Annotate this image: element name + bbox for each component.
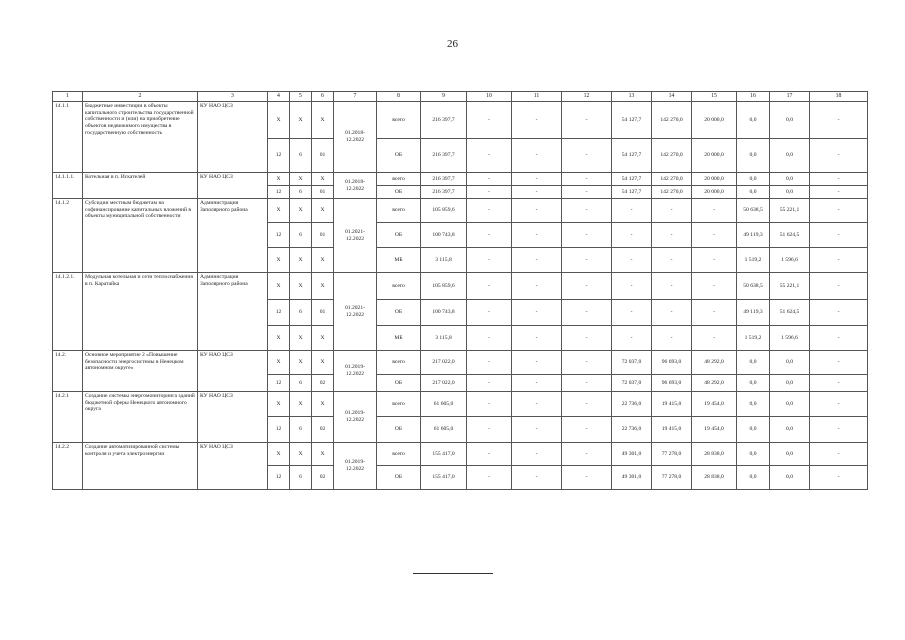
year-2022-cell: 0,0 [770, 375, 810, 392]
year-2020-cell: 48 292,0 [692, 351, 737, 375]
year-2017-cell: - [562, 443, 612, 466]
table-body [53, 92, 868, 490]
total-cell: 100 743,8 [421, 300, 467, 326]
item-number: 14.1.1 [53, 102, 83, 173]
year-2016-cell: - [512, 375, 562, 392]
column-header: 6 [312, 92, 334, 102]
code-cell: 12 [268, 223, 290, 248]
year-2021-cell: 0,0 [737, 375, 770, 392]
year-2019-cell: 142 270,0 [652, 173, 692, 186]
code-cell: Х [312, 392, 334, 417]
year-2015-cell: - [467, 248, 512, 273]
year-2020-cell: - [692, 223, 737, 248]
code-cell: Х [268, 392, 290, 417]
note-cell: - [810, 248, 868, 273]
year-2017-cell: - [562, 186, 612, 199]
item-name: Субсидии местным бюджетам на софинансирование капитальных вложений в объекты муниципальной собственности [83, 199, 198, 273]
item-name: Создание автоматизированной системы контроля и учета электроэнергии [83, 443, 198, 490]
year-2022-cell: 0,0 [770, 443, 810, 466]
total-cell: 61 605,0 [421, 417, 467, 443]
year-2017-cell: - [562, 102, 612, 139]
year-2015-cell: - [467, 273, 512, 300]
header-row [53, 92, 868, 102]
funding-source-cell: всего [377, 173, 421, 186]
year-2021-cell: 50 638,5 [737, 273, 770, 300]
code-cell: 6 [290, 466, 312, 490]
note-cell: - [810, 139, 868, 173]
total-cell: 217 022,0 [421, 351, 467, 375]
year-2018-cell: 22 736,0 [612, 392, 652, 417]
year-2015-cell: - [467, 417, 512, 443]
funding-source-cell: ОБ [377, 417, 421, 443]
year-2016-cell: - [512, 300, 562, 326]
total-cell: 3 115,8 [421, 248, 467, 273]
year-2016-cell: - [512, 443, 562, 466]
year-2021-cell: 0,0 [737, 186, 770, 199]
funding-source-cell: ОБ [377, 300, 421, 326]
year-2018-cell: 72 037,0 [612, 375, 652, 392]
column-header: 7 [334, 92, 377, 102]
year-2017-cell: - [562, 351, 612, 375]
year-2019-cell: 142 270,0 [652, 186, 692, 199]
total-cell: 217 022,0 [421, 375, 467, 392]
year-2017-cell: - [562, 223, 612, 248]
year-2021-cell: 1 519,2 [737, 326, 770, 351]
note-cell: - [810, 351, 868, 375]
year-2020-cell: - [692, 273, 737, 300]
year-2016-cell: - [512, 248, 562, 273]
item-number: 14.2.1 [53, 392, 83, 443]
total-cell: 155 417,0 [421, 443, 467, 466]
code-cell: 02 [312, 417, 334, 443]
note-cell: - [810, 300, 868, 326]
year-2022-cell: 0,0 [770, 173, 810, 186]
year-2020-cell: - [692, 326, 737, 351]
year-2021-cell: 0,0 [737, 102, 770, 139]
total-cell: 216 397,7 [421, 102, 467, 139]
period-cell: 01.2018-12.2022 [334, 102, 377, 173]
code-cell: Х [312, 443, 334, 466]
year-2020-cell: 20 000,0 [692, 173, 737, 186]
note-cell: - [810, 186, 868, 199]
period-cell: 01.2021-12.2022 [334, 273, 377, 351]
note-cell: - [810, 375, 868, 392]
year-2022-cell: 0,0 [770, 466, 810, 490]
year-2021-cell: 0,0 [737, 139, 770, 173]
item-name: Основное мероприятие 2 «Повышение безопасности энергосистемы в Ненецком автономном округе» [83, 351, 198, 392]
year-2021-cell: 49 119,3 [737, 300, 770, 326]
item-name: Модульная котельная и сети теплоснабжения в п. Каратайка [83, 273, 198, 351]
year-2020-cell: 19 454,0 [692, 392, 737, 417]
year-2015-cell: - [467, 186, 512, 199]
year-2016-cell: - [512, 139, 562, 173]
year-2016-cell: - [512, 223, 562, 248]
year-2020-cell: 28 838,0 [692, 466, 737, 490]
code-cell: Х [290, 102, 312, 139]
year-2015-cell: - [467, 351, 512, 375]
note-cell: - [810, 173, 868, 186]
table-row [53, 102, 868, 139]
year-2019-cell: - [652, 199, 692, 223]
item-number: 14.1.2.1. [53, 273, 83, 351]
code-cell: 12 [268, 186, 290, 199]
item-number: 14.2.2 [53, 443, 83, 490]
year-2018-cell: 49 301,0 [612, 443, 652, 466]
year-2015-cell: - [467, 326, 512, 351]
code-cell: 12 [268, 139, 290, 173]
code-cell: Х [312, 248, 334, 273]
funding-source-cell: всего [377, 443, 421, 466]
code-cell: Х [290, 173, 312, 186]
code-cell: Х [290, 248, 312, 273]
column-header: 5 [290, 92, 312, 102]
year-2015-cell: - [467, 375, 512, 392]
year-2022-cell: 0,0 [770, 392, 810, 417]
funding-source-cell: МБ [377, 326, 421, 351]
code-cell: Х [268, 443, 290, 466]
year-2022-cell: 0,0 [770, 139, 810, 173]
year-2020-cell: - [692, 199, 737, 223]
year-2018-cell: 72 037,0 [612, 351, 652, 375]
year-2017-cell: - [562, 417, 612, 443]
column-header: 9 [421, 92, 467, 102]
year-2020-cell: 48 292,0 [692, 375, 737, 392]
funding-source-cell: ОБ [377, 223, 421, 248]
table-row [53, 199, 868, 223]
total-cell: 216 397,7 [421, 173, 467, 186]
code-cell: Х [290, 273, 312, 300]
year-2019-cell: - [652, 273, 692, 300]
year-2016-cell: - [512, 326, 562, 351]
code-cell: 02 [312, 375, 334, 392]
year-2015-cell: - [467, 223, 512, 248]
item-name: Котельная в п. Искателей [83, 173, 198, 199]
year-2020-cell: 20 000,0 [692, 186, 737, 199]
column-header: 2 [83, 92, 198, 102]
column-header: 18 [810, 92, 868, 102]
code-cell: 6 [290, 223, 312, 248]
funding-source-cell: всего [377, 392, 421, 417]
funding-source-cell: всего [377, 273, 421, 300]
code-cell: 01 [312, 139, 334, 173]
year-2022-cell: 0,0 [770, 351, 810, 375]
note-cell: - [810, 392, 868, 417]
year-2018-cell: 49 301,0 [612, 466, 652, 490]
page-number: 26 [447, 38, 458, 50]
year-2017-cell: - [562, 326, 612, 351]
year-2018-cell: 54 127,7 [612, 102, 652, 139]
funding-source-cell: ОБ [377, 139, 421, 173]
code-cell: Х [312, 173, 334, 186]
year-2022-cell: 1 596,6 [770, 326, 810, 351]
year-2019-cell: - [652, 326, 692, 351]
year-2018-cell: - [612, 248, 652, 273]
year-2022-cell: 0,0 [770, 102, 810, 139]
code-cell: Х [268, 273, 290, 300]
column-header: 15 [692, 92, 737, 102]
budget-table [52, 91, 868, 490]
item-executor: КУ НАО ЦСЗ [198, 173, 268, 199]
year-2016-cell: - [512, 173, 562, 186]
year-2017-cell: - [562, 139, 612, 173]
item-number: 14.1.1.1. [53, 173, 83, 199]
year-2021-cell: 0,0 [737, 417, 770, 443]
column-header: 1 [53, 92, 83, 102]
code-cell: Х [268, 173, 290, 186]
column-header: 3 [198, 92, 268, 102]
year-2020-cell: 20 000,0 [692, 139, 737, 173]
column-header: 17 [770, 92, 810, 102]
year-2019-cell: - [652, 223, 692, 248]
year-2016-cell: - [512, 417, 562, 443]
year-2016-cell: - [512, 199, 562, 223]
code-cell: 12 [268, 417, 290, 443]
code-cell: Х [268, 102, 290, 139]
code-cell: 12 [268, 375, 290, 392]
year-2018-cell: 54 127,7 [612, 139, 652, 173]
code-cell: Х [268, 199, 290, 223]
code-cell: Х [290, 326, 312, 351]
funding-source-cell: МБ [377, 248, 421, 273]
item-executor: КУ НАО ЦСЗ [198, 443, 268, 490]
funding-source-cell: всего [377, 102, 421, 139]
code-cell: 6 [290, 186, 312, 199]
year-2015-cell: - [467, 300, 512, 326]
table-row [53, 443, 868, 466]
year-2020-cell: - [692, 248, 737, 273]
item-executor: КУ НАО ЦСЗ [198, 351, 268, 392]
note-cell: - [810, 223, 868, 248]
year-2016-cell: - [512, 186, 562, 199]
year-2022-cell: 1 596,6 [770, 248, 810, 273]
column-header: 11 [512, 92, 562, 102]
code-cell: Х [312, 273, 334, 300]
year-2019-cell: 96 693,0 [652, 375, 692, 392]
code-cell: 01 [312, 300, 334, 326]
code-cell: Х [268, 248, 290, 273]
period-cell: 01.2018-12.2022 [334, 173, 377, 199]
year-2020-cell: 19 454,0 [692, 417, 737, 443]
total-cell: 216 397,7 [421, 186, 467, 199]
year-2017-cell: - [562, 466, 612, 490]
funding-source-cell: ОБ [377, 375, 421, 392]
column-header: 8 [377, 92, 421, 102]
year-2022-cell: 0,0 [770, 186, 810, 199]
table-row [53, 173, 868, 186]
year-2015-cell: - [467, 199, 512, 223]
code-cell: 01 [312, 223, 334, 248]
total-cell: 105 859,6 [421, 273, 467, 300]
year-2016-cell: - [512, 466, 562, 490]
note-cell: - [810, 466, 868, 490]
code-cell: 6 [290, 375, 312, 392]
year-2019-cell: 77 278,0 [652, 443, 692, 466]
funding-source-cell: всего [377, 199, 421, 223]
code-cell: Х [268, 326, 290, 351]
year-2015-cell: - [467, 392, 512, 417]
note-cell: - [810, 417, 868, 443]
footnote-separator [413, 573, 493, 574]
code-cell: 6 [290, 139, 312, 173]
period-cell: 01.2019-12.2022 [334, 443, 377, 490]
year-2017-cell: - [562, 273, 612, 300]
year-2015-cell: - [467, 173, 512, 186]
year-2021-cell: 0,0 [737, 351, 770, 375]
item-executor: КУ НАО ЦСЗ [198, 392, 268, 443]
year-2019-cell: 19 415,0 [652, 392, 692, 417]
year-2018-cell: 54 127,7 [612, 186, 652, 199]
year-2021-cell: 50 638,5 [737, 199, 770, 223]
note-cell: - [810, 102, 868, 139]
item-executor: КУ НАО ЦСЗ [198, 102, 268, 173]
year-2021-cell: 0,0 [737, 443, 770, 466]
code-cell: 01 [312, 186, 334, 199]
code-cell: 02 [312, 466, 334, 490]
year-2015-cell: - [467, 102, 512, 139]
year-2017-cell: - [562, 199, 612, 223]
code-cell: 12 [268, 300, 290, 326]
year-2018-cell: 54 127,7 [612, 173, 652, 186]
year-2022-cell: 0,0 [770, 417, 810, 443]
column-header: 4 [268, 92, 290, 102]
code-cell: Х [268, 351, 290, 375]
column-header: 10 [467, 92, 512, 102]
note-cell: - [810, 326, 868, 351]
funding-source-cell: ОБ [377, 466, 421, 490]
column-header: 13 [612, 92, 652, 102]
year-2022-cell: 55 221,1 [770, 273, 810, 300]
funding-source-cell: всего [377, 351, 421, 375]
year-2020-cell: - [692, 300, 737, 326]
period-cell: 01.2019-12.2022 [334, 392, 377, 443]
year-2018-cell: - [612, 273, 652, 300]
code-cell: Х [312, 326, 334, 351]
year-2022-cell: 51 624,5 [770, 223, 810, 248]
table-row [53, 273, 868, 300]
year-2019-cell: 19 415,0 [652, 417, 692, 443]
year-2021-cell: 1 519,2 [737, 248, 770, 273]
year-2017-cell: - [562, 173, 612, 186]
year-2017-cell: - [562, 248, 612, 273]
funding-source-cell: ОБ [377, 186, 421, 199]
note-cell: - [810, 443, 868, 466]
year-2019-cell: 77 278,0 [652, 466, 692, 490]
code-cell: Х [290, 392, 312, 417]
year-2021-cell: 0,0 [737, 392, 770, 417]
note-cell: - [810, 273, 868, 300]
item-name: Бюджетные инвестиции в объекты капитального строительства государственной собственности и (или) на приобретение объектов недвижимого имущества в государственную собственность [83, 102, 198, 173]
year-2018-cell: - [612, 223, 652, 248]
item-executor: Администрация Заполярного района [198, 199, 268, 273]
year-2022-cell: 55 221,1 [770, 199, 810, 223]
year-2016-cell: - [512, 351, 562, 375]
note-cell: - [810, 199, 868, 223]
code-cell: Х [312, 102, 334, 139]
year-2015-cell: - [467, 139, 512, 173]
table-row [53, 392, 868, 417]
year-2019-cell: 142 270,0 [652, 102, 692, 139]
code-cell: 6 [290, 300, 312, 326]
year-2019-cell: 96 693,0 [652, 351, 692, 375]
year-2018-cell: - [612, 199, 652, 223]
year-2016-cell: - [512, 102, 562, 139]
year-2015-cell: - [467, 466, 512, 490]
period-cell: 01.2021-12.2022 [334, 199, 377, 273]
year-2019-cell: - [652, 300, 692, 326]
year-2021-cell: 49 119,3 [737, 223, 770, 248]
total-cell: 155 417,0 [421, 466, 467, 490]
year-2020-cell: 28 838,0 [692, 443, 737, 466]
column-header: 12 [562, 92, 612, 102]
year-2016-cell: - [512, 273, 562, 300]
year-2017-cell: - [562, 392, 612, 417]
item-number: 14.2. [53, 351, 83, 392]
code-cell: Х [290, 351, 312, 375]
year-2020-cell: 20 000,0 [692, 102, 737, 139]
item-name: Создание системы энергомониторинга зданий бюджетной сферы Ненецкого автономного округа [83, 392, 198, 443]
code-cell: Х [290, 199, 312, 223]
total-cell: 100 743,8 [421, 223, 467, 248]
code-cell: 12 [268, 466, 290, 490]
code-cell: Х [312, 351, 334, 375]
year-2015-cell: - [467, 443, 512, 466]
year-2016-cell: - [512, 392, 562, 417]
period-cell: 01.2019-12.2022 [334, 351, 377, 392]
code-cell: Х [312, 199, 334, 223]
year-2021-cell: 0,0 [737, 466, 770, 490]
year-2022-cell: 51 624,5 [770, 300, 810, 326]
total-cell: 61 605,0 [421, 392, 467, 417]
year-2018-cell: 22 736,0 [612, 417, 652, 443]
column-header: 16 [737, 92, 770, 102]
code-cell: Х [290, 443, 312, 466]
item-number: 14.1.2 [53, 199, 83, 273]
column-header: 14 [652, 92, 692, 102]
year-2021-cell: 0,0 [737, 173, 770, 186]
year-2019-cell: 142 270,0 [652, 139, 692, 173]
table-row [53, 351, 868, 375]
total-cell: 3 115,8 [421, 326, 467, 351]
total-cell: 105 859,6 [421, 199, 467, 223]
year-2017-cell: - [562, 300, 612, 326]
total-cell: 216 397,7 [421, 139, 467, 173]
year-2018-cell: - [612, 326, 652, 351]
year-2018-cell: - [612, 300, 652, 326]
code-cell: 6 [290, 417, 312, 443]
year-2017-cell: - [562, 375, 612, 392]
year-2019-cell: - [652, 248, 692, 273]
item-executor: Администрация Заполярного района [198, 273, 268, 351]
